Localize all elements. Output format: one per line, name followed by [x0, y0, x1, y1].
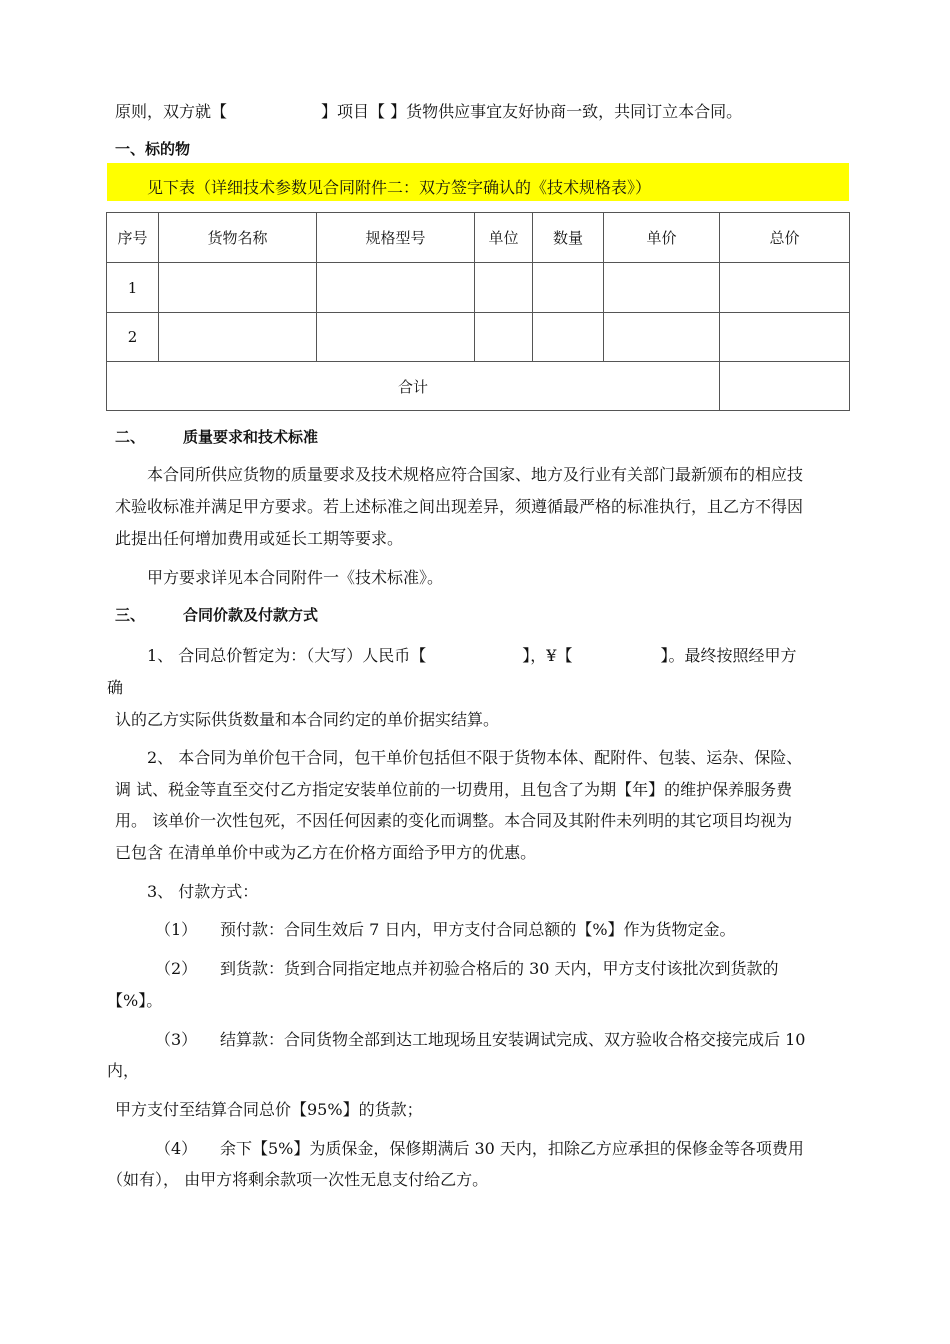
intro-part2: 】项目【 】货物供应事宜友好协商一致，共同订立本合同。: [321, 102, 743, 121]
total-value: [720, 362, 850, 411]
payment3-cont1: 内，: [107, 1061, 140, 1080]
table-cell: [720, 263, 850, 313]
section3-title: 合同价款及付款方式: [183, 606, 319, 624]
table-row: [107, 313, 850, 362]
table-total-row: [107, 362, 850, 411]
section2-para1-line2: 术验收标准并满足甲方要求。若上述标准之间出现差异，须遵循最严格的标准执行，且乙方不得因: [115, 497, 804, 516]
section2-para2: 甲方要求详见本合同附件一《技术标准》。: [147, 568, 444, 587]
header-cell: 单价: [604, 213, 720, 263]
item2-line1: 2、 本合同为单价包干合同，包干单价包括但不限于货物本体、配附件、包装、运杂、保险、: [147, 748, 803, 767]
payment4-text: 余下【5%】为质保金，保修期满后 30 天内，扣除乙方应承担的保修金等各项费用: [220, 1139, 804, 1158]
payment2-cont: 【%】。: [107, 991, 163, 1010]
payment4-cont: （如有）， 由甲方将剩余款项一次性无息支付给乙方。: [107, 1170, 489, 1189]
header-cell: 规格型号: [317, 213, 475, 263]
section3-number: 三、: [115, 606, 146, 624]
payment1-text: 预付款：合同生效后 7 日内，甲方支付合同总额的【%】作为货物定金。: [220, 920, 736, 939]
table-cell: [317, 313, 475, 362]
item1-line2: 确: [107, 678, 124, 697]
table-cell: 2: [107, 313, 159, 362]
intro-part1: 原则，双方就【: [115, 102, 228, 121]
total-label: 合计: [107, 362, 720, 411]
item3-title: 3、 付款方式：: [147, 882, 259, 901]
item2-line4: 已包含 在清单单价中或为乙方在价格方面给予甲方的优惠。: [115, 843, 537, 862]
table-cell: [533, 313, 604, 362]
table-cell: [475, 313, 533, 362]
header-cell: 货物名称: [159, 213, 317, 263]
section2-para1-line1: 本合同所供应货物的质量要求及技术规格应符合国家、地方及行业有关部门最新颁布的相应技: [147, 465, 804, 484]
goods-table: [106, 212, 850, 411]
table-cell: [475, 263, 533, 313]
header-cell: 数量: [533, 213, 604, 263]
item1-part-b: 】，¥【: [522, 646, 573, 665]
section1-title: 一、标的物: [115, 140, 191, 158]
section2-number: 二、: [115, 428, 146, 446]
intro-line: [115, 99, 742, 122]
item2-line3: 用。 该单价一次性包死，不因任何因素的变化而调整。本合同及其附件未列明的其它项目均视为: [115, 811, 793, 830]
highlight-note: 见下表（详细技术参数见合同附件二：双方签字确认的《技术规格表》）: [147, 178, 652, 197]
item2-line2: 调 试、税金等直至交付乙方指定安装单位前的一切费用，且包含了为期【年】的维护保养服务费: [115, 780, 793, 799]
table-header-row: [107, 213, 850, 263]
table-row: [107, 263, 850, 313]
table-cell: [604, 263, 720, 313]
table-cell: [604, 313, 720, 362]
table-cell: [720, 313, 850, 362]
payment1-num: （1）: [155, 920, 198, 939]
table-cell: [159, 313, 317, 362]
table-cell: [159, 263, 317, 313]
table-cell: [317, 263, 475, 313]
header-cell: 总价: [720, 213, 850, 263]
section2-title: 质量要求和技术标准: [183, 428, 319, 446]
table-cell: [533, 263, 604, 313]
payment3-num: （3）: [155, 1030, 198, 1049]
payment4-num: （4）: [155, 1139, 198, 1158]
header-cell: 序号: [107, 213, 159, 263]
payment2-text: 到货款：货到合同指定地点并初验合格后的 30 天内，甲方支付该批次到货款的: [220, 959, 779, 978]
item1-part-a: 1、 合同总价暂定为：（大写）人民币【: [147, 646, 427, 665]
section2-para1-line3: 此提出任何增加费用或延长工期等要求。: [115, 529, 404, 548]
payment2-num: （2）: [155, 959, 198, 978]
header-cell: 单位: [475, 213, 533, 263]
payment3-cont2: 甲方支付至结算合同总价【95%】的货款；: [115, 1100, 423, 1119]
payment3-text: 结算款：合同货物全部到达工地现场且安装调试完成、双方验收合格交接完成后 10: [220, 1030, 806, 1049]
item1-line3: 认的乙方实际供货数量和本合同约定的单价据实结算。: [115, 710, 500, 729]
item1-part-c: 】。最终按照经甲方: [660, 646, 797, 665]
item1-line1: [147, 643, 796, 666]
table-cell: 1: [107, 263, 159, 313]
